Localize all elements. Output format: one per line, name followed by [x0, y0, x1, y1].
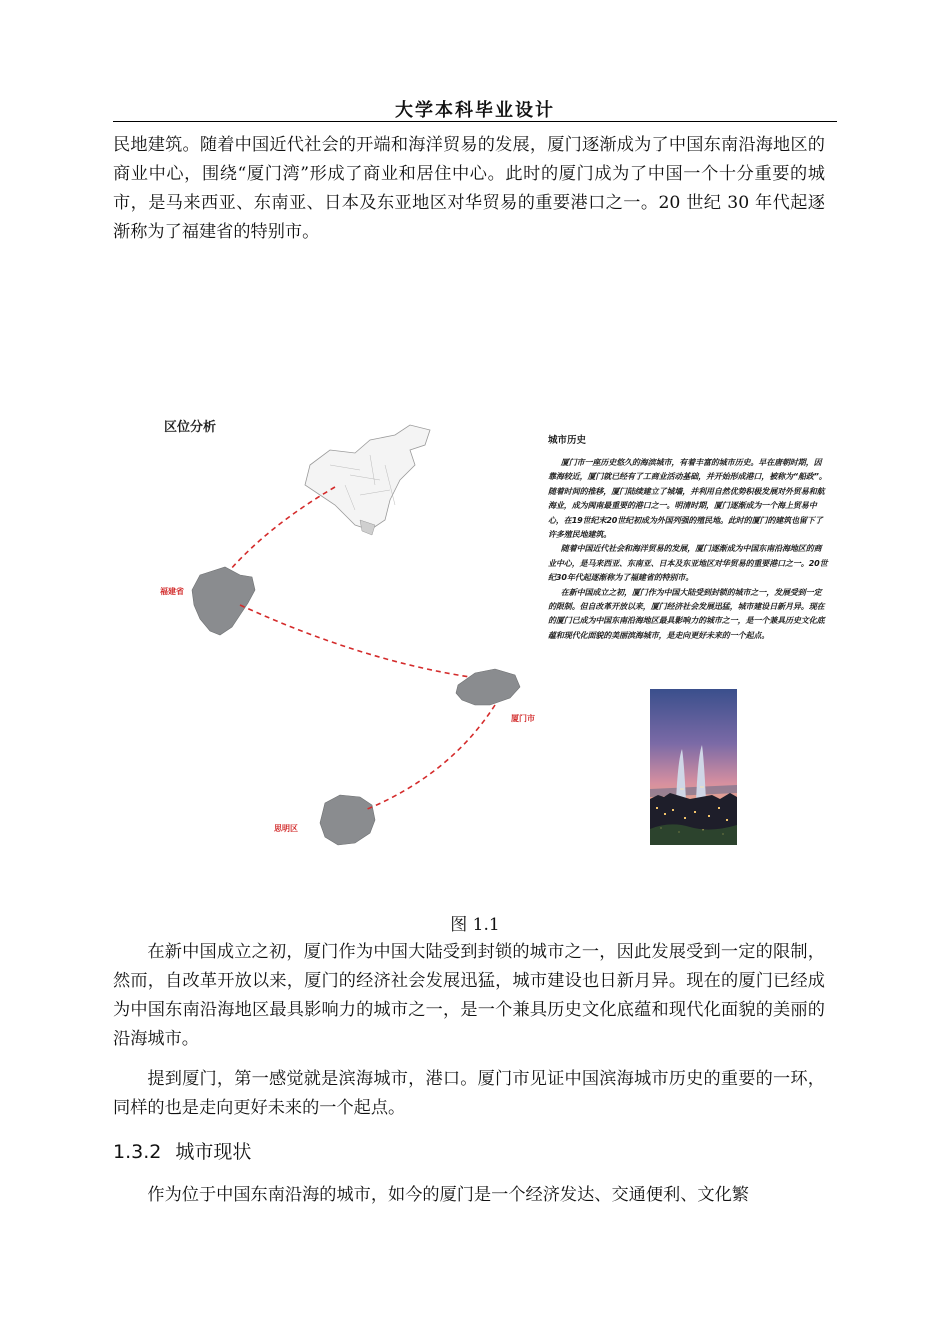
paragraph-4: 作为位于中国东南沿海的城市，如今的厦门是一个经济发达、交通便利、文化繁 — [147, 1185, 749, 1205]
figure-caption: 图 1.1 — [450, 915, 500, 935]
fujian-province-shape — [192, 567, 255, 635]
siming-district-shape — [320, 795, 375, 845]
paragraph-1: 民地建筑。随着中国近代社会的开端和海洋贸易的发展，厦门逐渐成为了中国东南沿海地区的商业中心，围绕“厦门湾”形成了商业和居住中心。此时的厦门成为了中国一个十分重要的城市，是马来西亚、东南亚、日本及东亚地区对华贸易的重要港口之一。20 世纪 30 年代起逐渐称为了福建省的特别市。 — [113, 135, 825, 242]
city-history-title: 城市历史 — [548, 435, 587, 446]
label-siming: 思明区 — [274, 824, 298, 833]
route-china-to-fujian — [230, 487, 335, 570]
xiamen-skyline-photo — [650, 689, 737, 845]
city-history-paragraph: 厦门市一座历史悠久的海滨城市，有着丰富的城市历史。早在唐朝时期，因靠海较近，厦门就已经有了工商业活动基础，并开始形成港口，被称为“船政”。随着时间的推移，厦门陆续建立了城墙，并利用自然优势积极发展对外贸易和航海业，成为闽南最重要的港口之一。明清时期，厦门逐渐成为一个海上贸易中心，在19世纪末20世纪初成为外国列强的殖民地。此时的厦门的建筑也留下了许多殖民地建筑。 — [548, 458, 827, 540]
route-fujian-to-xiamen — [240, 605, 470, 677]
paragraph-2: 在新中国成立之初，厦门作为中国大陆受到封锁的城市之一，因此发展受到一定的限制，然而，自改革开放以来，厦门的经济社会发展迅猛，城市建设也日新月异。现在的厦门已经成为中国东南沿海地区最具影响力的城市之一，是一个兼具历史文化底蕴和现代化面貌的美丽的沿海城市。 — [113, 942, 825, 1049]
section-number: 1.3.2 — [113, 1141, 162, 1163]
city-history-panel — [548, 432, 828, 643]
page-header-title: 大学本科毕业设计 — [395, 100, 555, 121]
china-map — [305, 425, 430, 535]
header-rule — [113, 121, 837, 122]
label-fujian: 福建省 — [160, 587, 184, 596]
xiamen-city-shape — [456, 669, 520, 705]
section-title: 城市现状 — [175, 1141, 252, 1163]
section-heading — [113, 1137, 251, 1164]
city-history-paragraph: 随着中国近代社会和海洋贸易的发展，厦门逐渐成为中国东南沿海地区的商业中心，是马来西亚、东南亚、日本及东亚地区对华贸易的重要港口之一。20世纪30年代起逐渐称为了福建省的特别市。 — [548, 544, 828, 583]
city-history-paragraph: 在新中国成立之初，厦门作为中国大陆受到封锁的城市之一，发展受到一定的限制。但自改革开放以来，厦门经济社会发展迅猛，城市建设日新月异。现在的厦门已成为中国东南沿海地区最具影响力的城市之一，是一个兼具历史文化底蕴和现代化面貌的美丽滨海城市，是走向更好未来的一个起点。 — [548, 587, 825, 640]
paragraph-3: 提到厦门，第一感觉就是滨海城市，港口。厦门市见证中国滨海城市历史的重要的一环，同样的也是走向更好未来的一个起点。 — [113, 1069, 825, 1118]
label-xiamen: 厦门市 — [511, 714, 535, 723]
location-analysis-map — [140, 405, 540, 855]
location-analysis-title: 区位分析 — [164, 420, 217, 435]
route-xiamen-to-siming — [365, 705, 495, 810]
